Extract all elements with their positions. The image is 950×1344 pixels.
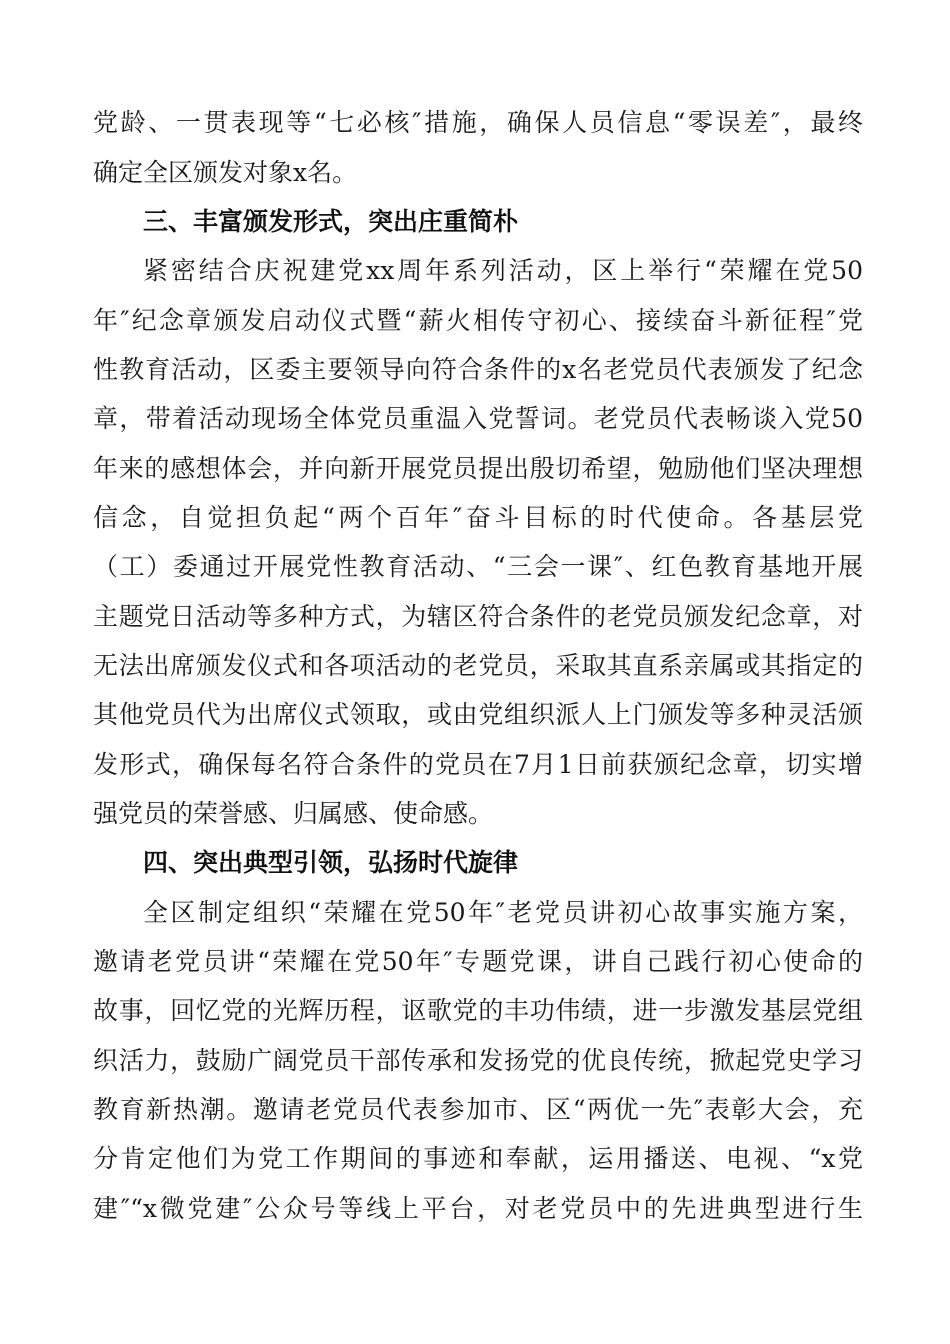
paragraph-line: 分肯定他们为党工作期间的事迹和奉献，运用播送、电视、“x党: [93, 1144, 863, 1173]
paragraph-line: 邀请老党员讲“荣耀在党50年″专题党课，讲自己践行初心使命的: [93, 947, 863, 976]
paragraph-line: 紧密结合庆祝建党xx周年系列活动，区上举行“荣耀在党50: [143, 256, 863, 285]
paragraph-line: 教育新热潮。邀请老党员代表参加市、区“两优一先″表彰大会，充: [93, 1095, 863, 1124]
paragraph-line: 主题党日活动等多种方式，为辖区符合条件的老党员颁发纪念章，对: [93, 602, 863, 631]
section-heading-3: 三、丰富颁发形式，突出庄重简朴: [143, 207, 519, 236]
paragraph-line: 其他党员代为出席仪式领取，或由党组织派人上门颁发等多种灵活颁: [93, 700, 863, 729]
paragraph-line: 年来的感想体会，并向新开展党员提出殷切希望，勉励他们坚决理想: [93, 454, 863, 483]
paragraph-line: 性教育活动，区委主要领导向符合条件的x名老党员代表颁发了纪念: [93, 355, 863, 384]
paragraph-line: 年″纪念章颁发启动仪式暨“薪火相传守初心、接续奋斗新征程″党: [93, 306, 863, 335]
paragraph-line: 故事，回忆党的光辉历程，讴歌党的丰功伟绩，进一步激发基层党组: [93, 996, 863, 1025]
paragraph-line: 发形式，确保每名符合条件的党员在7月1日前获颁纪念章，切实增: [93, 750, 863, 779]
paragraph-line: （工）委通过开展党性教育活动、“三会一课″、红色教育基地开展: [93, 552, 863, 581]
paragraph-line: 信念，自觉担负起“两个百年″奋斗目标的时代使命。各基层党: [93, 503, 863, 532]
paragraph-line: 章，带着活动现场全体党员重温入党誓词。老党员代表畅谈入党50: [93, 404, 863, 433]
paragraph-line: 强党员的荣誉感、归属感、使命感。: [93, 799, 494, 828]
paragraph-line: 确定全区颁发对象x名。: [93, 158, 358, 187]
section-heading-4: 四、突出典型引领，弘扬时代旋律: [143, 848, 519, 877]
paragraph-line: 无法出席颁发仪式和各项活动的老党员，采取其直系亲属或其指定的: [93, 651, 863, 680]
paragraph-line: 全区制定组织“荣耀在党50年″老党员讲初心故事实施方案，: [143, 898, 863, 927]
paragraph-line: 织活力，鼓励广阔党员干部传承和发扬党的优良传统，掀起党史学习: [93, 1046, 863, 1075]
paragraph-line: 党龄、一贯表现等“七必核″措施，确保人员信息“零误差″，最终: [93, 108, 863, 137]
paragraph-line: 建″“x微党建″公众号等线上平台，对老党员中的先进典型进行生: [93, 1194, 863, 1223]
